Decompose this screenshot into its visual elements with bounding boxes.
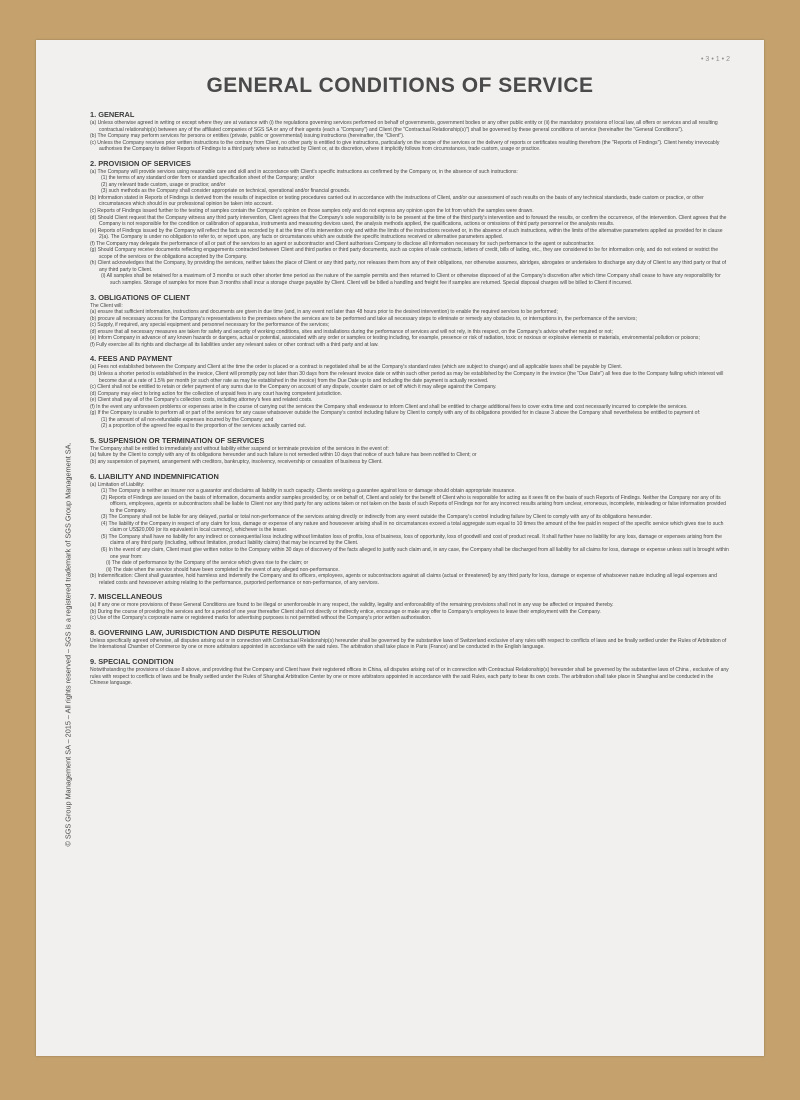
conditions-body: [90, 110, 730, 693]
clause: (e) Inform Company in advance of any known hazards or dangers, actual or potential, associated with any order or samples or testing including, for example, presence or risk of radiation, toxic or noxious or explosive elements or materials, environmental pollution or poisons;: [90, 335, 700, 342]
clause: (d) Should Client request that the Company witness any third party intervention, Client agrees that the Company's sole responsibility is to be present at the time of the third party's intervention and to forward the results, or confirm the occurrence, of the intervention. Client agrees that the Company is not responsible for the condition or calibration of apparatus, instruments and measuring devices used, the analysis methods applied, the qualifications, actions or omissions of third party personnel or the analysis results.: [90, 214, 727, 228]
clause: (b) Unless a shorter period is established in the invoice, Client will promptly pay not later than 30 days from the relevant invoice date or within such other period as may be established by the Company in the invoice (the "Due Date") all fees due to the Company failing which interest will become due at a rate of 1.5% per month (or such other rate as may be established in the invoice) from the Due Date up to and including the date payment is actually received.: [90, 370, 724, 384]
document-page: [36, 40, 764, 1056]
clause: (1) The Company is neither an insurer nor a guarantor and disclaims all liability in such capacity. Clients seeking a guarantee against loss or damage should obtain appropriate insurance.: [101, 488, 516, 495]
section-8: [90, 628, 730, 651]
section-heading: 7. MISCELLANEOUS: [90, 592, 163, 602]
clause: (b) Indemnification: Client shall guarantee, hold harmless and indemnify the Company and its officers, employees, agents or subcontractors against all claims (actual or threatened) by any third party for loss, damage or expense of whatsoever nature including all legal expenses and related costs and howsoever arising relating to the performance, purported performance or non-performance, of any services.: [90, 573, 717, 586]
section-heading: 9. SPECIAL CONDITION: [90, 657, 174, 666]
section-4: [90, 354, 730, 429]
clause: (b) Information stated in Reports of Findings is derived from the results of inspection or testing procedures carried out in accordance with the instructions of Client, and/or our assessment of such results on the basis of any technical standards, trade custom or practice, or other circumstances which should in our professional opinion be taken into account.: [90, 194, 704, 208]
clause: (b) procure all necessary access for the Company's representatives to the premises where the services are to be performed and take all necessary steps to eliminate or remedy any obstacles to, or interruptions in, the performance of the services;: [90, 315, 637, 322]
section-heading: 6. LIABILITY AND INDEMNIFICATION: [90, 471, 219, 481]
clause: Unless specifically agreed otherwise, all disputes arising out or in connection with Contractual Relationship(s) hereunder shall be governed by the substantive laws of Switzerland exclusive of any rules with respect to conflicts of laws and be finally settled under the Rules of Arbitration of the International Chamber of Commerce by one or more arbitrators appointed in accordance with the said rules. The arbitration shall take place in Paris (France) and be conducted in the English language.: [90, 637, 727, 651]
clause: (f) In the event any unforeseen problems or expenses arise in the course of carrying out the services the Company shall endeavour to inform Client and shall be entitled to charge additional fees to cover extra time and cost necessarily incurred to complete the services.: [90, 403, 688, 410]
section-1: [90, 110, 730, 153]
section-9: [90, 657, 730, 687]
clause: (1) the terms of any standard order form or standard specification sheet of the Company; and/or: [101, 175, 315, 182]
clause: (i) All samples shall be retained for a maximum of 3 months or such other shorter time period as the nature of the sample permits and then returned to Client or otherwise disposed of at the Company's discretion after which time Company shall cease to have any responsibility for such samples. Storage of samples for more than 3 months shall incur a storage charge payable by Client. Client will be billed a handling and freight fee if samples are returned. Special disposal charges will be billed to Client if incurred.: [101, 273, 721, 287]
clause: (2) Reports of Findings are issued on the basis of information, documents and/or samples provided by, or on behalf of, Client and solely for the benefit of Client who is responsible for acting as it sees fit on the basis of such Reports of Findings. Neither the Company nor any of its officers, employees, agents or subcontractors shall be liable to Client nor any third party for any actions taken or not taken on the basis of such Reports of Findings nor for any incorrect results arising from unclear, erroneous, incomplete, misleading or false information provided to the Company.: [101, 494, 726, 514]
clause: (c) Unless the Company receives prior written instructions to the contrary from Client, no other party is entitled to give instructions, particularly on the scope of the services or the delivery of reports or certificates resulting therefrom (the "Reports of Findings"). Client hereby irrevocably authorises the Company to deliver Reports of Findings to a third party where so instructed by Client or, at its discretion, where it implicitly follows from circumstances, trade custom, usage or practice.: [90, 139, 720, 153]
clause: (a) Unless otherwise agreed in writing or except where they are at variance with (i) the regulations governing services performed on behalf of governments, government bodies or any other public entity or (ii) the mandatory provisions of local law, all offers or services and all resulting contractual relationship(s) between any of the affiliated companies of SGS SA or any of their agents (each a "Company") and Client (the "Contractual Relationship(s)") shall be governed by these general conditions of service (hereinafter the "General Conditions").: [90, 120, 718, 133]
section-2: [90, 159, 730, 287]
clause: (c) Use of the Company's corporate name or registered marks for advertising purposes is not permitted without the Company's prior written authorisation.: [90, 615, 432, 622]
document-title: GENERAL CONDITIONS OF SERVICE: [206, 74, 594, 97]
clause: (4) The liability of the Company in respect of any claim for loss, damage or expense of any nature and howsoever arising shall in no circumstances exceed a total aggregate sum equal to 10 times the amount of the fee paid in respect of the specific service which gives rise to such claim or US$20,000 (or its equivalent in local currency), whichever is the lesser.: [101, 520, 724, 534]
clause: (a) Limitation of Liability:: [90, 481, 145, 488]
clause: (g) Should Company receive documents reflecting engagements contracted between Client and third parties or third party documents, such as copies of sale contracts, letters of credit, bills of lading, etc., they are considered to be for information only, and do not extend or restrict the scope of the services or the obligations accepted by the Company.: [90, 247, 719, 260]
clause: (a) failure by the Client to comply with any of its obligations hereunder and such failure is not remedied within 10 days that notice of such failure has been notified to Client; or: [90, 452, 477, 459]
clause: (5) The Company shall have no liability for any indirect or consequential loss including without limitation loss of profits, loss of business, loss of opportunity, loss of goodwill and cost of product recall. It shall further have no liability for any loss, damage or expenses arising from the claims of any third party (including, without limitation, product liability claims) that may be incurred by the Client.: [101, 533, 722, 547]
clause: (6) In the event of any claim, Client must give written notice to the Company within 30 days of discovery of the facts alleged to justify such claim and, in any case, the Company shall be discharged from all liability for all claims for loss, damage or expense unless suit is brought within one year from:: [101, 546, 729, 560]
clause: (1) the amount of all non-refundable expenses incurred by the Company; and: [101, 416, 274, 423]
clause: (a) If any one or more provisions of these General Conditions are found to be illegal or unenforceable in any respect, the validity, legality and enforceability of the remaining provisions shall not in any way be affected or impaired thereby.: [90, 602, 614, 609]
clause: (e) Reports of Findings issued by the Company will reflect the facts as recorded by it at the time of its intervention only and within the limits of the instructions received or, in the absence of such instructions, within the limits of the alternative parameters applied as provided for in clause 2(a). The Company is under no obligation to refer to, or report upon, any facts or circumstances which are outside the specific instructions received or alternative parameters applied.: [90, 227, 723, 241]
clause: (2) a proportion of the agreed fee equal to the proportion of the services actually carried out.: [101, 423, 307, 430]
clause: (2) any relevant trade custom, usage or practice; and/or: [101, 181, 226, 188]
clause: (i) The date of performance by the Company of the service which gives rise to the claim; or: [106, 560, 309, 567]
clause: (ii) The date when the service should have been completed in the event of any alleged non-performance.: [106, 566, 340, 573]
section-heading: 3. OBLIGATIONS OF CLIENT: [90, 292, 191, 302]
clause: (c) Reports of Findings issued further to the testing of samples contain the Company's opinion on those samples only and do not express any opinion upon the lot from which the samples were drawn.: [90, 208, 534, 215]
clause: (a) The Company will provide services using reasonable care and skill and in accordance with Client's specific instructions as confirmed by the Company or, in the absence of such instructions:: [90, 168, 518, 175]
corner-mark: •3•1•2: [700, 56, 732, 63]
clause: (3) The Company shall not be liable for any delayed, partial or total non-performance of the services arising directly or indirectly from any event outside the Company's control including failure by Client to comply with any of its obligations hereunder.: [101, 514, 652, 521]
section-heading: 8. GOVERNING LAW, JURISDICTION AND DISPUTE RESOLUTION: [90, 627, 321, 637]
clause: (a) Fees not established between the Company and Client at the time the order is placed or a contract is negotiated shall be at the Company's standard rates (which are subject to change) and all applicable taxes shall be payable by Client.: [90, 364, 623, 371]
section-5: [90, 436, 730, 466]
clause: (f) The Company may delegate the performance of all or part of the services to an agent or subcontractor and Client authorises Company to disclose all information necessary for such performance to the agent or subcontractor.: [90, 240, 595, 247]
clause: (f) Fully exercise all its rights and discharge all its liabilities under any relevant sales or other contract with a third party and at law.: [90, 341, 379, 348]
section-heading: 1. GENERAL: [90, 110, 135, 119]
clause: (d) ensure that all necessary measures are taken for safety and security of working conditions, sites and installations during the performance of services and will not rely, in this respect, on the Company's advice whether required or not;: [90, 328, 613, 335]
clause: (b) any suspension of payment, arrangement with creditors, bankruptcy, insolvency, receivership or cessation of business by Client.: [90, 458, 383, 465]
clause: (b) The Company may perform services for persons or entities (private, public or governmental) issuing instructions (hereinafter, the "Client").: [90, 133, 405, 140]
section-3: [90, 293, 730, 349]
section-6: [90, 472, 730, 587]
clause: The Client will:: [90, 302, 123, 309]
clause: (h) Client acknowledges that the Company, by providing the services, neither takes the place of Client or any third party, nor releases them from any of their obligations, nor otherwise assumes, abridges, abrogates or undertakes to discharge any duty of Client to any third party or that of any third party to Client.: [90, 260, 727, 273]
section-7: [90, 592, 730, 622]
clause: (e) Client shall pay all of the Company's collection costs, including attorney's fees and related costs.: [90, 397, 313, 404]
section-heading: 5. SUSPENSION OR TERMINATION OF SERVICES: [90, 435, 265, 445]
clause: (3) such methods as the Company shall consider appropriate on technical, operational and/or financial grounds.: [101, 188, 351, 195]
clause: (d) Company may elect to bring action for the collection of unpaid fees in any court having competent jurisdiction.: [90, 390, 342, 397]
section-heading: 4. FEES AND PAYMENT: [90, 354, 173, 364]
clause: (c) Client shall not be entitled to retain or defer payment of any sums due to the Company on account of any dispute, counter claim or set off which it may allege against the Company.: [90, 384, 497, 391]
clause: (b) During the course of providing the services and for a period of one year thereafter Client shall not directly or indirectly entice, encourage or make any offer to Company's employees to leave their employment with the Company.: [90, 608, 601, 615]
clause: The Company shall be entitled to immediately and without liability either suspend or terminate provision of the services in the event of:: [90, 445, 389, 452]
clause: (c) Supply, if required, any special equipment and personnel necessary for the performance of the services;: [90, 322, 330, 329]
clause: Notwithstanding the provisions of clause 8 above, and providing that the Company and Client have their registered offices in China, all disputes arising out of or in connection with Contractual Relationship(s) hereunder shall be governed by the substantive laws of China , exclusive of any rules with respect to conflicts of laws and be finally settled under the Rules of Shanghai Arbitration Center by one or more arbitrators appointed in accordance with the said Rules, each party to bear its own costs. The arbitration shall take place in Shanghai and be conducted in the Chinese language.: [90, 667, 729, 687]
clause: (g) If the Company is unable to perform all or part of the services for any cause whatsoever outside the Company's control including failure by Client to comply with any of its obligations provided for in clause 3 above the Company shall nevertheless be entitled to payment of:: [90, 410, 701, 417]
clause: (a) ensure that sufficient information, instructions and documents are given in due time (and, in any event not later than 48 hours prior to the desired intervention) to enable the required services to be performed;: [90, 309, 558, 316]
section-heading: 2. PROVISION OF SERVICES: [90, 158, 191, 168]
copyright-notice: © SGS Group Management SA – 2015 – All rights reserved – SGS is a registered trademark of SGS Group Management SA.: [63, 442, 73, 847]
